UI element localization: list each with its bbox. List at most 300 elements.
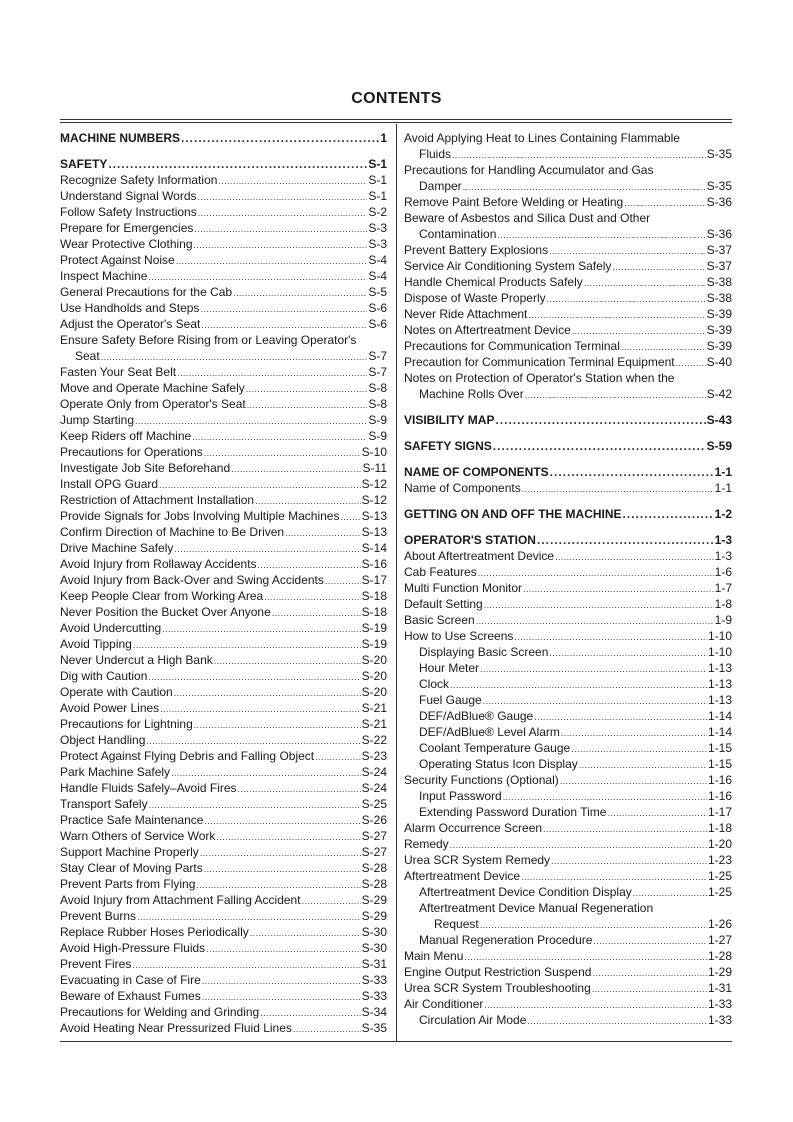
toc-leader-dots [572, 323, 706, 339]
toc-entry-page: S-18 [361, 605, 387, 619]
toc-entry-avoid-tipping[interactable] [60, 636, 387, 652]
toc-entry-notes-on-aftertreatment-device[interactable] [404, 322, 732, 338]
toc-entry-page: S-9 [368, 429, 387, 443]
toc-entry-title: Avoid Tipping [60, 637, 132, 651]
toc-entry-title: Request [434, 917, 479, 931]
toc-entry-title: Prepare for Emergencies [60, 221, 194, 235]
toc-entry-page: S-11 [362, 461, 387, 475]
toc-entry-title: Warn Others of Service Work [60, 829, 216, 843]
toc-entry-title: Aftertreatment Device Manual Regeneration [419, 901, 654, 915]
section-gap [60, 146, 387, 156]
toc-leader-dots [607, 805, 707, 821]
toc-entry-protect-against-noise[interactable] [60, 252, 387, 268]
toc-entry-fuel-gauge[interactable] [404, 692, 732, 708]
toc-entry-page: 1-26 [707, 917, 732, 931]
toc-entry-alarm-occurrence-screen[interactable] [404, 820, 732, 836]
toc-entry-title: Notes on Protection of Operator's Station when the [404, 371, 675, 385]
toc-entry-operating-status-icon-display[interactable] [404, 756, 732, 772]
toc-leader-dots [325, 573, 361, 589]
toc-entry-title: Keep Riders off Machine [60, 429, 192, 443]
toc-leader-dots [521, 869, 707, 885]
toc-entry-multi-function-monitor[interactable] [404, 580, 732, 596]
toc-entry-wear-protective-clothing[interactable] [60, 236, 387, 252]
toc-entry-page: S-19 [361, 621, 387, 635]
toc-entry-page: S-42 [706, 387, 732, 401]
toc-entry-page: 1-25 [707, 885, 732, 899]
toc-entry-page: S-8 [368, 397, 387, 411]
toc-leader-dots [200, 301, 367, 317]
toc-entry-fluids[interactable] [404, 146, 732, 162]
toc-entry-title: Coolant Temperature Gauge [419, 741, 571, 755]
toc-entry-page: S-2 [368, 205, 387, 219]
toc-entry-page: S-20 [361, 653, 387, 667]
toc-entry-drive-machine-safely[interactable] [60, 540, 387, 556]
toc-left-column [60, 130, 387, 1036]
toc-leader-dots [340, 509, 360, 525]
toc-entry-support-machine-properly[interactable] [60, 844, 387, 860]
toc-entry-title: Contamination [419, 227, 497, 241]
toc-entry-page: 1-25 [707, 869, 732, 883]
toc-leader-dots [218, 173, 367, 189]
toc-section-machine-numbers[interactable] [60, 130, 387, 146]
toc-entry-avoid-undercutting[interactable] [60, 620, 387, 636]
toc-entry-prevent-burns[interactable] [60, 908, 387, 924]
toc-entry-object-handling[interactable] [60, 732, 387, 748]
toc-section-operator-s-station[interactable] [404, 532, 732, 548]
toc-entry-displaying-basic-screen[interactable] [404, 644, 732, 660]
bottom-rule [60, 1041, 732, 1042]
toc-entry-cab-features[interactable] [404, 564, 732, 580]
toc-entry-page: S-17 [361, 573, 387, 587]
toc-entry-title: About Aftertreatment Device [404, 549, 555, 563]
toc-entry-investigate-job-site-beforehand[interactable] [60, 460, 387, 476]
toc-entry-title: Avoid Undercutting [60, 621, 162, 635]
toc-entry-title: Manual Regeneration Procedure [419, 933, 593, 947]
toc-entry-title: Clock [419, 677, 450, 691]
toc-leader-dots [149, 797, 361, 813]
toc-leader-dots [528, 307, 705, 323]
toc-entry-page: 1-10 [707, 645, 732, 659]
toc-entry-title: NAME OF COMPONENTS [404, 465, 549, 479]
toc-entry-page: S-19 [361, 637, 387, 651]
toc-entry-never-undercut-a-high-bank[interactable] [60, 652, 387, 668]
top-rule [60, 119, 732, 120]
toc-entry-page: S-9 [368, 413, 387, 427]
toc-leader-dots [200, 845, 361, 861]
toc-entry-fasten-your-seat-belt[interactable] [60, 364, 387, 380]
toc-entry-title: Provide Signals for Jobs Involving Multiple Machines [60, 509, 340, 523]
toc-entry-transport-safely[interactable] [60, 796, 387, 812]
toc-entry-page: S-39 [706, 307, 732, 321]
toc-entry-jump-starting[interactable] [60, 412, 387, 428]
toc-entry-page: S-7 [368, 349, 387, 363]
toc-entry-title: Displaying Basic Screen [419, 645, 549, 659]
toc-entry-extending-password-duration-time[interactable] [404, 804, 732, 820]
toc-leader-dots [247, 397, 368, 413]
toc-leader-dots [561, 725, 707, 741]
toc-entry-stay-clear-of-moving-parts[interactable] [60, 860, 387, 876]
toc-entry-notes-on-protection-of-operator-s-station-when-the[interactable] [404, 370, 732, 386]
toc-entry-title: Seat [75, 349, 100, 363]
toc-leader-dots [204, 445, 361, 461]
toc-entry-title: OPERATOR'S STATION [404, 533, 536, 547]
toc-leader-dots [497, 227, 705, 243]
toc-entry-precautions-for-welding-and-grinding[interactable] [60, 1004, 387, 1020]
toc-entry-page: S-37 [706, 259, 732, 273]
toc-entry-page: S-20 [361, 669, 387, 683]
toc-entry-aftertreatment-device[interactable] [404, 868, 732, 884]
toc-leader-dots [206, 941, 360, 957]
toc-entry-title: General Precautions for the Cab [60, 285, 233, 299]
toc-entry-title: Precaution for Communication Terminal Equipment [404, 355, 675, 369]
toc-leader-dots [260, 1005, 360, 1021]
toc-entry-title: Keep People Clear from Working Area [60, 589, 264, 603]
toc-entry-basic-screen[interactable] [404, 612, 732, 628]
toc-entry-about-aftertreatment-device[interactable] [404, 548, 732, 564]
toc-entry-title: Protect Against Flying Debris and Falling Object [60, 749, 315, 763]
toc-entry-page: S-10 [361, 445, 387, 459]
toc-entry-ensure-safety-before-rising-from-or-leaving-operator-s[interactable] [60, 332, 387, 348]
toc-entry-title: Handle Chemical Products Safely [404, 275, 583, 289]
toc-entry-dig-with-caution[interactable] [60, 668, 387, 684]
toc-leader-dots [495, 412, 705, 428]
toc-entry-page: S-18 [361, 589, 387, 603]
toc-entry-title: Input Password [419, 789, 502, 803]
toc-entry-title: Inspect Machine [60, 269, 148, 283]
toc-entry-page: S-35 [361, 1021, 387, 1035]
toc-entry-page: S-27 [361, 829, 387, 843]
toc-entry-damper[interactable] [404, 178, 732, 194]
toc-entry-operate-only-from-operator-s-seat[interactable] [60, 396, 387, 412]
toc-entry-page: S-12 [361, 477, 387, 491]
toc-entry-engine-output-restriction-suspend[interactable] [404, 964, 732, 980]
toc-entry-never-position-the-bucket-over-anyone[interactable] [60, 604, 387, 620]
toc-entry-page: S-1 [368, 189, 387, 203]
toc-entry-contamination[interactable] [404, 226, 732, 242]
toc-entry-aftertreatment-device-manual-regeneration[interactable] [404, 900, 732, 916]
toc-entry-inspect-machine[interactable] [60, 268, 387, 284]
toc-entry-beware-of-exhaust-fumes[interactable] [60, 988, 387, 1004]
toc-entry-operate-with-caution[interactable] [60, 684, 387, 700]
toc-entry-def-adblue-level-alarm[interactable] [404, 724, 732, 740]
toc-leader-dots [584, 275, 706, 291]
toc-entry-title: Precautions for Lightning [60, 717, 193, 731]
toc-leader-dots [258, 557, 361, 573]
toc-leader-dots [522, 481, 714, 497]
toc-entry-precautions-for-communication-terminal[interactable] [404, 338, 732, 354]
toc-entry-title: Machine Rolls Over [419, 387, 524, 401]
toc-leader-dots [633, 885, 707, 901]
toc-section-safety-signs[interactable] [404, 438, 732, 454]
toc-leader-dots [550, 464, 714, 480]
toc-entry-page: S-28 [361, 861, 387, 875]
toc-leader-dots [135, 413, 367, 429]
toc-entry-page: S-6 [368, 301, 387, 315]
toc-entry-title: Dig with Caution [60, 669, 148, 683]
toc-entry-page: 1-13 [707, 677, 732, 691]
toc-entry-warn-others-of-service-work[interactable] [60, 828, 387, 844]
toc-entry-title: DEF/AdBlue® Level Alarm [419, 725, 560, 739]
toc-entry-understand-signal-words[interactable] [60, 188, 387, 204]
toc-leader-dots [452, 147, 706, 163]
toc-entry-evacuating-in-case-of-fire[interactable] [60, 972, 387, 988]
toc-leader-dots [231, 461, 361, 477]
toc-leader-dots [593, 933, 707, 949]
toc-entry-avoid-injury-from-back-over-and-swing-accidents[interactable] [60, 572, 387, 588]
toc-entry-title: Aftertreatment Device Condition Display [419, 885, 632, 899]
top-rule-inner [60, 122, 732, 123]
toc-entry-title: Replace Rubber Hoses Periodically [60, 925, 249, 939]
toc-entry-how-to-use-screens[interactable] [404, 628, 732, 644]
toc-entry-urea-scr-system-troubleshooting[interactable] [404, 980, 732, 996]
toc-entry-install-opg-guard[interactable] [60, 476, 387, 492]
toc-entry-title: Avoid Injury from Attachment Falling Accident [60, 893, 301, 907]
toc-entry-provide-signals-for-jobs-involving-multiple-machines[interactable] [60, 508, 387, 524]
toc-entry-park-machine-safely[interactable] [60, 764, 387, 780]
toc-leader-dots [214, 653, 361, 669]
toc-leader-dots [192, 429, 367, 445]
toc-leader-dots [204, 813, 360, 829]
toc-entry-page: 1-8 [714, 597, 732, 611]
toc-entry-keep-people-clear-from-working-area[interactable] [60, 588, 387, 604]
toc-entry-page: 1-13 [707, 661, 732, 675]
toc-entry-page: 1-33 [707, 1013, 732, 1027]
toc-entry-page: S-29 [361, 909, 387, 923]
toc-entry-page: S-1 [368, 173, 387, 187]
toc-leader-dots [612, 259, 705, 275]
toc-entry-dispose-of-waste-properly[interactable] [404, 290, 732, 306]
toc-leader-dots [527, 1013, 707, 1029]
toc-leader-dots [592, 981, 707, 997]
toc-entry-title: Alarm Occurrence Screen [404, 821, 543, 835]
toc-entry-title: Evacuating in Case of Fire [60, 973, 201, 987]
toc-entry-restriction-of-attachment-installation[interactable] [60, 492, 387, 508]
toc-entry-beware-of-asbestos-and-silica-dust-and-other[interactable] [404, 210, 732, 226]
toc-entry-avoid-applying-heat-to-lines-containing-flammable[interactable] [404, 130, 732, 146]
toc-entry-protect-against-flying-debris-and-falling-object[interactable] [60, 748, 387, 764]
toc-entry-page: S-33 [361, 973, 387, 987]
section-gap [404, 496, 732, 506]
toc-leader-dots [549, 243, 706, 259]
toc-entry-circulation-air-mode[interactable] [404, 1012, 732, 1028]
toc-entry-page: S-22 [361, 733, 387, 747]
page-title: CONTENTS [351, 90, 442, 107]
toc-entry-title: Urea SCR System Troubleshooting [404, 981, 591, 995]
toc-leader-dots [543, 821, 707, 837]
toc-entry-default-setting[interactable] [404, 596, 732, 612]
toc-entry-title: Avoid Heating Near Pressurized Fluid Lines [60, 1021, 292, 1035]
toc-section-visibility-map[interactable] [404, 412, 732, 428]
toc-entry-title: Extending Password Duration Time [419, 805, 607, 819]
toc-entry-precaution-for-communication-terminal-equipment[interactable] [404, 354, 732, 370]
toc-entry-page: 1-15 [707, 741, 732, 755]
toc-entry-page: S-12 [361, 493, 387, 507]
toc-entry-page: S-35 [706, 147, 732, 161]
toc-leader-dots [202, 973, 361, 989]
toc-entry-prevent-battery-explosions[interactable] [404, 242, 732, 258]
toc-entry-security-functions-optional[interactable] [404, 772, 732, 788]
toc-leader-dots [523, 581, 714, 597]
toc-leader-dots [503, 789, 707, 805]
toc-entry-page: S-8 [368, 381, 387, 395]
toc-entry-page: S-36 [706, 195, 732, 209]
toc-entry-manual-regeneration-procedure[interactable] [404, 932, 732, 948]
toc-leader-dots [181, 130, 379, 146]
toc-section-safety[interactable] [60, 156, 387, 172]
toc-section-name-of-components[interactable] [404, 464, 732, 480]
toc-entry-page: S-1 [368, 157, 387, 171]
toc-entry-title: Precautions for Welding and Grinding [60, 1005, 260, 1019]
toc-entry-input-password[interactable] [404, 788, 732, 804]
toc-entry-title: Fuel Gauge [419, 693, 482, 707]
toc-leader-dots [198, 189, 368, 205]
toc-entry-main-menu[interactable] [404, 948, 732, 964]
toc-entry-title: Confirm Direction of Machine to Be Driven [60, 525, 285, 539]
toc-leader-dots [176, 253, 368, 269]
toc-leader-dots [514, 629, 707, 645]
toc-entry-name-of-components[interactable] [404, 480, 732, 496]
toc-entry-page: 1-14 [707, 709, 732, 723]
toc-leader-dots [525, 387, 706, 403]
toc-entry-seat[interactable] [60, 348, 387, 364]
toc-entry-page: S-24 [361, 781, 387, 795]
toc-leader-dots [555, 549, 714, 565]
toc-entry-page: S-31 [361, 957, 387, 971]
toc-entry-page: 1-16 [707, 773, 732, 787]
toc-leader-dots [216, 829, 360, 845]
toc-entry-replace-rubber-hoses-periodically[interactable] [60, 924, 387, 940]
toc-entry-never-ride-attachment[interactable] [404, 306, 732, 322]
toc-entry-title: SAFETY [60, 157, 108, 171]
toc-entry-prevent-parts-from-flying[interactable] [60, 876, 387, 892]
toc-entry-recognize-safety-information[interactable] [60, 172, 387, 188]
toc-leader-dots [293, 1021, 361, 1037]
toc-entry-title: Main Menu [404, 949, 464, 963]
toc-entry-avoid-heating-near-pressurized-fluid-lines[interactable] [60, 1020, 387, 1036]
toc-entry-title: Remove Paint Before Welding or Heating [404, 195, 624, 209]
toc-entry-precautions-for-lightning[interactable] [60, 716, 387, 732]
toc-entry-page: 1-16 [707, 789, 732, 803]
toc-entry-page: S-39 [706, 339, 732, 353]
toc-entry-air-conditioner[interactable] [404, 996, 732, 1012]
toc-entry-remedy[interactable] [404, 836, 732, 852]
toc-entry-title: Name of Components [404, 481, 521, 495]
toc-entry-page: S-35 [706, 179, 732, 193]
toc-entry-clock[interactable] [404, 676, 732, 692]
toc-entry-remove-paint-before-welding-or-heating[interactable] [404, 194, 732, 210]
toc-entry-avoid-injury-from-attachment-falling-accident[interactable] [60, 892, 387, 908]
toc-leader-dots [464, 949, 707, 965]
toc-leader-dots [202, 989, 361, 1005]
toc-entry-confirm-direction-of-machine-to-be-driven[interactable] [60, 524, 387, 540]
toc-entry-handle-chemical-products-safely[interactable] [404, 274, 732, 290]
toc-section-getting-on-and-off-the-machine[interactable] [404, 506, 732, 522]
toc-leader-dots [194, 237, 368, 253]
toc-entry-title: MACHINE NUMBERS [60, 131, 180, 145]
toc-entry-hour-meter[interactable] [404, 660, 732, 676]
toc-leader-dots [194, 717, 361, 733]
toc-leader-dots [272, 605, 361, 621]
toc-entry-page: S-38 [706, 291, 732, 305]
toc-entry-title: Cab Features [404, 565, 477, 579]
toc-entry-page: S-7 [368, 365, 387, 379]
toc-entry-avoid-power-lines[interactable] [60, 700, 387, 716]
toc-entry-coolant-temperature-gauge[interactable] [404, 740, 732, 756]
toc-entry-move-and-operate-machine-safely[interactable] [60, 380, 387, 396]
toc-entry-page: S-4 [368, 253, 387, 267]
toc-leader-dots [571, 741, 707, 757]
toc-entry-handle-fluids-safely-avoid-fires[interactable] [60, 780, 387, 796]
toc-leader-dots [315, 749, 361, 765]
toc-entry-adjust-the-operator-s-seat[interactable] [60, 316, 387, 332]
toc-entry-page: 1-3 [714, 533, 732, 547]
toc-entry-use-handholds-and-steps[interactable] [60, 300, 387, 316]
toc-entry-follow-safety-instructions[interactable] [60, 204, 387, 220]
toc-entry-title: Support Machine Properly [60, 845, 199, 859]
toc-leader-dots [198, 205, 368, 221]
toc-entry-practice-safe-maintenance[interactable] [60, 812, 387, 828]
toc-entry-keep-riders-off-machine[interactable] [60, 428, 387, 444]
toc-entry-title: Circulation Air Mode [419, 1013, 527, 1027]
toc-entry-page: S-20 [361, 685, 387, 699]
toc-entry-page: S-27 [361, 845, 387, 859]
toc-entry-general-precautions-for-the-cab[interactable] [60, 284, 387, 300]
toc-entry-urea-scr-system-remedy[interactable] [404, 852, 732, 868]
toc-entry-title: Avoid Injury from Back-Over and Swing Accidents [60, 573, 324, 587]
toc-entry-page: S-25 [361, 797, 387, 811]
toc-entry-aftertreatment-device-condition-display[interactable] [404, 884, 732, 900]
toc-leader-dots [250, 925, 361, 941]
toc-entry-page: S-38 [706, 275, 732, 289]
toc-entry-prevent-fires[interactable] [60, 956, 387, 972]
toc-leader-dots [177, 365, 367, 381]
toc-entry-request[interactable] [404, 916, 732, 932]
toc-entry-page: 1 [380, 131, 387, 145]
toc-entry-page: S-34 [361, 1005, 387, 1019]
toc-entry-service-air-conditioning-system-safely[interactable] [404, 258, 732, 274]
toc-entry-title: Beware of Asbestos and Silica Dust and Other [404, 211, 651, 225]
toc-entry-title: Damper [419, 179, 462, 193]
toc-entry-title: Understand Signal Words [60, 189, 197, 203]
toc-entry-page: S-13 [361, 525, 387, 539]
toc-entry-def-adblue-gauge[interactable] [404, 708, 732, 724]
toc-leader-dots [264, 589, 360, 605]
toc-entry-title: Operate with Caution [60, 685, 173, 699]
toc-entry-page: 1-27 [707, 933, 732, 947]
toc-leader-dots [148, 269, 367, 285]
toc-entry-precautions-for-operations[interactable] [60, 444, 387, 460]
toc-entry-title: Ensure Safety Before Rising from or Leaving Operator's [60, 333, 357, 347]
toc-leader-dots [483, 693, 707, 709]
toc-leader-dots [137, 909, 361, 925]
toc-entry-title: Aftertreatment Device [404, 869, 521, 883]
toc-entry-page: S-36 [706, 227, 732, 241]
toc-entry-avoid-high-pressure-fluids[interactable] [60, 940, 387, 956]
toc-entry-page: S-24 [361, 765, 387, 779]
toc-entry-machine-rolls-over[interactable] [404, 386, 732, 402]
toc-entry-avoid-injury-from-rollaway-accidents[interactable] [60, 556, 387, 572]
toc-entry-title: Remedy [404, 837, 449, 851]
toc-leader-dots [148, 669, 360, 685]
toc-entry-title: Investigate Job Site Beforehand [60, 461, 231, 475]
toc-leader-dots [476, 613, 714, 629]
toc-entry-title: Never Undercut a High Bank [60, 653, 213, 667]
toc-entry-prepare-for-emergencies[interactable] [60, 220, 387, 236]
toc-entry-title: Prevent Parts from Flying [60, 877, 196, 891]
toc-entry-title: DEF/AdBlue® Gauge [419, 709, 534, 723]
toc-entry-precautions-for-handling-accumulator-and-gas[interactable] [404, 162, 732, 178]
toc-leader-dots [101, 349, 368, 365]
